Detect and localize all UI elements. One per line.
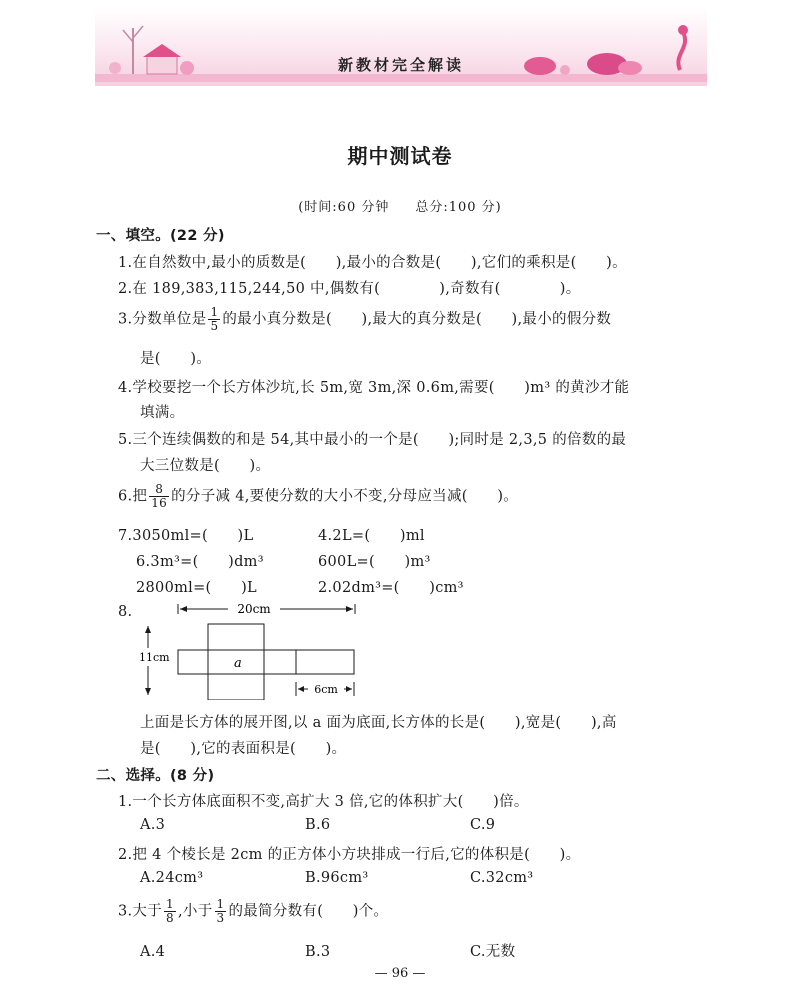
- face-label: a: [234, 656, 242, 671]
- s2-question-3: [118, 898, 388, 925]
- fraction-denominator: 5: [210, 319, 219, 333]
- fraction-numerator: 1: [216, 897, 225, 911]
- page-number: — 96 —: [374, 966, 426, 981]
- fraction-numerator: 8: [149, 483, 169, 497]
- s1-q7-item: 7.3050ml=( )L: [118, 528, 254, 544]
- s2-q3-pre: 3.大于: [118, 903, 163, 920]
- option-a: A.4: [140, 944, 166, 960]
- width-label: 20cm: [237, 602, 271, 616]
- s1-q3-post: 的最小真分数是( ),最大的真分数是( ),最小的假分数: [222, 311, 612, 328]
- fraction-denominator: 3: [216, 911, 225, 925]
- series-title: 新教材完全解读: [337, 56, 464, 74]
- option-a: A.24cm³: [140, 870, 204, 886]
- exam-time: (时间:60 分钟: [298, 200, 390, 215]
- option-b: B.3: [305, 944, 331, 960]
- s2-question-1: 1.一个长方体底面积不变,高扩大 3 倍,它的体积扩大( )倍。: [118, 794, 529, 810]
- s1-q6-pre: 6.把: [118, 488, 148, 505]
- s1-question-8-cont: 是( ),它的表面积是( )。: [140, 741, 347, 757]
- s1-question-3-cont: 是( )。: [140, 351, 212, 367]
- s1-question-4: 4.学校要挖一个长方体沙坑,长 5m,宽 3m,深 0.6m,需要( )m³ 的黄沙才能: [118, 380, 630, 396]
- s1-question-4-cont: 填满。: [140, 405, 185, 421]
- option-c: C.9: [470, 817, 496, 833]
- header-banner: [95, 8, 707, 86]
- s1-q7-row-2: [136, 550, 431, 571]
- section1-heading: 一、填空。(22 分): [96, 228, 225, 244]
- s1-question-8: 上面是长方体的展开图,以 a 面为底面,长方体的长是( ),宽是( ),高: [140, 715, 617, 731]
- option-c: C.32cm³: [470, 870, 534, 886]
- s1-q7-item: 2800ml=( )L: [136, 580, 257, 596]
- cuboid-net-svg: [140, 600, 370, 700]
- exam-title: 期中测试卷: [347, 144, 453, 168]
- s1-question-1: 1.在自然数中,最小的质数是( ),最小的合数是( ),它们的乘积是( )。: [118, 255, 627, 271]
- s1-q8-label: 8.: [118, 604, 133, 620]
- s1-question-5: 5.三个连续偶数的和是 54,其中最小的一个是( );同时是 2,3,5 的倍数的最: [118, 432, 627, 448]
- s1-q7-item: 4.2L=( )ml: [318, 528, 425, 544]
- height-label: 11cm: [140, 651, 170, 664]
- option-a: A.3: [140, 817, 166, 833]
- s1-q6-post: 的分子减 4,要使分数的大小不变,分母应当减( )。: [171, 488, 519, 505]
- s1-question-2: 2.在 189,383,115,244,50 中,偶数有( ),奇数有( )。: [118, 281, 581, 297]
- fraction-one-fifth: [208, 306, 220, 333]
- fraction-denominator: 8: [166, 911, 174, 925]
- option-c: C.无数: [470, 944, 516, 960]
- s1-question-6: [118, 483, 518, 510]
- exam-score: 总分:100 分): [415, 200, 502, 215]
- fraction-one-eighth: [164, 898, 176, 925]
- fraction-denominator: 16: [151, 496, 168, 510]
- s2-q3-post: 的最简分数有( )个。: [228, 903, 389, 920]
- section2-heading: 二、选择。(8 分): [96, 768, 215, 784]
- fraction-numerator: 1: [166, 897, 174, 911]
- fraction-one-third: [215, 898, 227, 925]
- s1-question-5-cont: 大三位数是( )。: [140, 458, 271, 474]
- s1-q7-item: 6.3m³=( )dm³: [136, 554, 264, 570]
- fraction-eight-sixteenths: [149, 483, 169, 510]
- cuboid-net-figure: [140, 600, 370, 700]
- s1-q3-pre: 3.分数单位是: [118, 311, 207, 328]
- s2-q3-mid: ,小于: [177, 903, 213, 920]
- s2-question-2: 2.把 4 个棱长是 2cm 的正方体小方块排成一行后,它的体积是( )。: [118, 847, 581, 863]
- s1-q7-row-3: [136, 576, 464, 597]
- s2-q1-options: [140, 817, 495, 833]
- s1-q7-row-1: [118, 524, 425, 545]
- s2-q2-options: [140, 870, 533, 886]
- s1-q7-item: 2.02dm³=( )cm³: [318, 580, 464, 596]
- option-b: B.6: [305, 817, 331, 833]
- s1-question-3: [118, 306, 611, 333]
- exam-info: [0, 196, 800, 215]
- s2-q3-options: [140, 940, 515, 961]
- s1-q7-item: 600L=( )m³: [318, 554, 431, 570]
- fraction-numerator: 1: [210, 305, 219, 319]
- segment-label: 6cm: [314, 683, 338, 696]
- option-b: B.96cm³: [305, 870, 369, 886]
